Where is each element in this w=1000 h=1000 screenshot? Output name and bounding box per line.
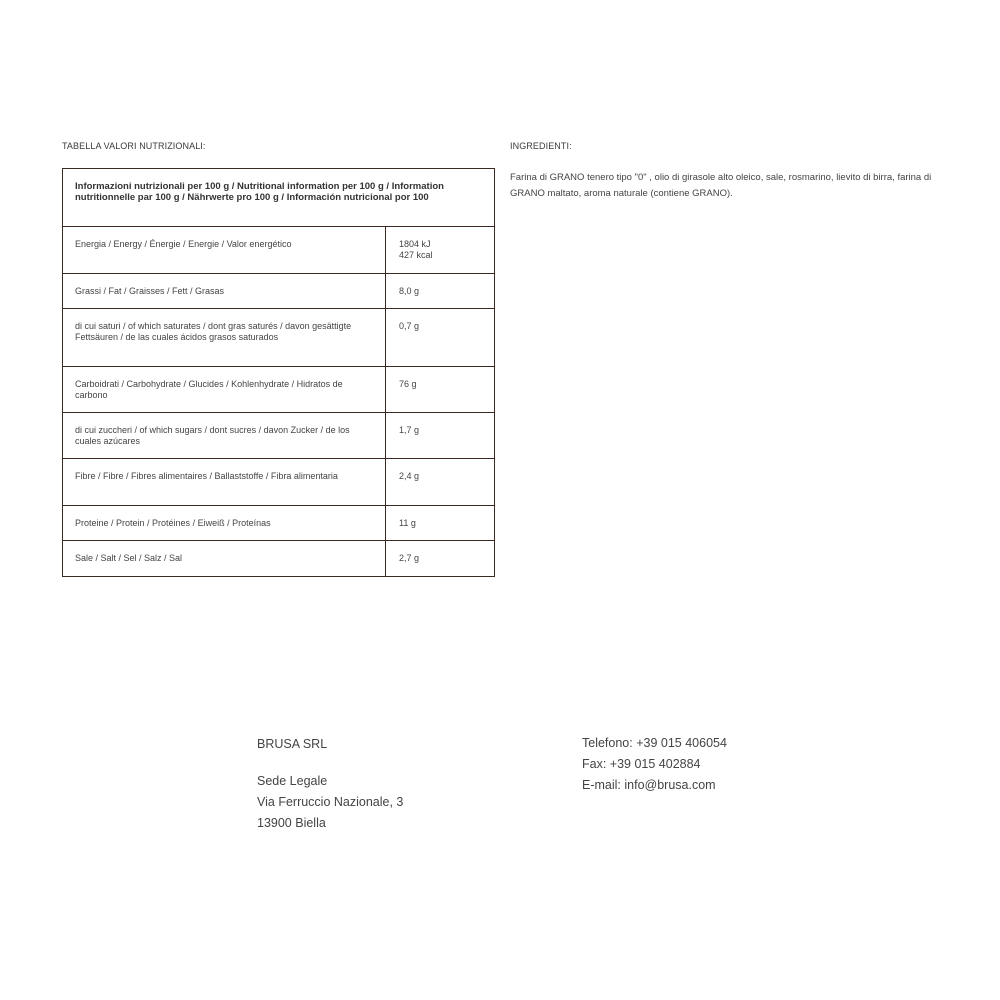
spacer bbox=[257, 755, 403, 771]
nutrient-label: Fibre / Fibre / Fibres alimentaires / Ballaststoffe / Fibra alimentaria bbox=[63, 459, 386, 505]
table-row bbox=[63, 367, 494, 413]
nutrient-label: Carboidrati / Carbohydrate / Glucides / Kohlenhydrate / Hidratos de carbono bbox=[63, 367, 386, 412]
address-line: 13900 Biella bbox=[257, 816, 326, 830]
nutrient-value: 0,7 g bbox=[399, 321, 420, 331]
nutrient-label: di cui saturi / of which saturates / dont gras saturés / davon gesättigte Fettsäuren / de las cuales ácidos grasos saturados bbox=[63, 309, 386, 366]
email-address[interactable]: E-mail: info@brusa.com bbox=[582, 778, 716, 792]
energy-kcal-value: 427 kcal bbox=[399, 250, 433, 260]
nutrient-label: Sale / Salt / Sel / Salz / Sal bbox=[63, 541, 386, 576]
phone-number: Telefono: +39 015 406054 bbox=[582, 736, 727, 750]
table-row bbox=[63, 274, 494, 309]
nutrient-value: 8,0 g bbox=[399, 286, 420, 296]
nutrient-value: 1,7 g bbox=[399, 425, 420, 435]
table-row bbox=[63, 459, 494, 506]
nutrient-label: di cui zuccheri / of which sugars / dont sucres / davon Zucker / de los cuales azúcares bbox=[63, 413, 386, 458]
nutrient-value: 76 g bbox=[399, 379, 417, 389]
nutrient-value: 11 g bbox=[399, 518, 416, 528]
company-contact-block bbox=[582, 733, 727, 796]
table-row bbox=[63, 309, 494, 367]
nutrient-label: Proteine / Protein / Protéines / Eiweiß / Proteínas bbox=[63, 506, 386, 540]
nutrient-value bbox=[386, 227, 494, 273]
address-line: Via Ferruccio Nazionale, 3 bbox=[257, 795, 404, 809]
table-row bbox=[63, 413, 494, 459]
nutrition-table-title: TABELLA VALORI NUTRIZIONALI: bbox=[62, 141, 206, 151]
company-name: BRUSA SRL bbox=[257, 737, 328, 751]
nutrient-value: 2,7 g bbox=[399, 553, 420, 563]
table-row bbox=[63, 227, 494, 274]
company-address-block bbox=[257, 734, 403, 834]
ingredients-title: INGREDIENTI: bbox=[510, 141, 572, 151]
fax-number: Fax: +39 015 402884 bbox=[582, 757, 701, 771]
energy-kj-value: 1804 kJ bbox=[399, 239, 431, 249]
table-row bbox=[63, 506, 494, 541]
nutrient-label: Energia / Energy / Énergie / Energie / Valor energético bbox=[63, 227, 386, 273]
office-label: Sede Legale bbox=[257, 774, 328, 788]
table-row bbox=[63, 541, 494, 576]
nutrient-value: 2,4 g bbox=[399, 471, 420, 481]
nutrient-label: Grassi / Fat / Graisses / Fett / Grasas bbox=[63, 274, 386, 308]
ingredients-text: Farina di GRANO tenero tipo "0" , olio di girasole alto oleico, sale, rosmarino, lievito di birra, farina di GRANO maltato, aroma naturale (contiene GRANO). bbox=[510, 172, 932, 199]
nutrition-table bbox=[62, 168, 495, 577]
nutrition-table-header: Informazioni nutrizionali per 100 g / Nutritional information per 100 g / Information nutritionnelle par 100 g / Nährwerte pro 100 g / Información nutricional por 100 bbox=[63, 169, 494, 227]
